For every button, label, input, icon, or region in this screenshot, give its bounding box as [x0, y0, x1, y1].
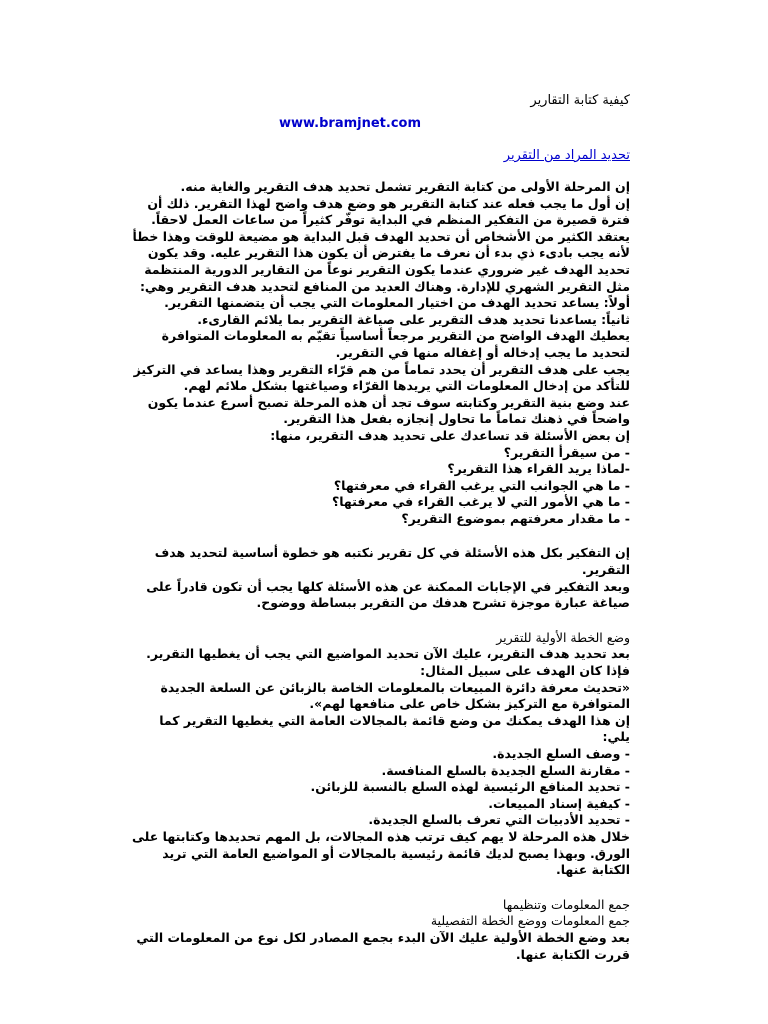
list-item: - من سيقرأ التقرير؟ — [503, 444, 630, 460]
paragraph: إن المرحلة الأولى من كتابة التقرير تشمل تحديد هدف التقرير والغاية منه. — [180, 179, 630, 194]
list-item: - مقارنة السلع الجديدة بالسلع المنافسة. — [381, 762, 630, 778]
paragraph: خلال هذه المرحلة لا يهم كيف ترتب هذه المجالات، بل المهم تحديدها وكتابتها على الورق. وبهذا يصبح لديك قائمة رئيسية بالمجالات أو المواضيع العامة التي تريد الكتابة عنها. — [132, 828, 630, 878]
spacer — [130, 527, 630, 545]
section-heading-gathering: جمع المعلومات وتنظيمها — [502, 896, 630, 912]
spacer — [130, 612, 630, 630]
list-item: -لماذا يريد القراء هذا التقرير؟ — [447, 461, 630, 477]
list-item: - تحديد الأدبيات التي تعرف بالسلع الجديدة. — [368, 812, 630, 828]
paragraph: إن بعض الأسئلة قد تساعدك على تحديد هدف التقرير، منها: — [270, 427, 630, 443]
paragraph: بعد وضع الخطة الأولية عليك الآن البدء بجمع المصادر لكل نوع من المعلومات التي قررت الكتابة عنها. — [136, 929, 630, 962]
section-subheading-detailed-plan: جمع المعلومات ووضع الخطة التفصيلية — [430, 913, 630, 929]
paragraph: يعطيك الهدف الواضح من التقرير مرجعاً أساسياً تقيّم به المعلومات المتوافرة لتحديد ما يجب إدخاله أو إغفاله منها في التقرير. — [161, 328, 630, 360]
document-page — [130, 92, 630, 963]
paragraph: إن هذا الهدف يمكنك من وضع قائمة بالمجالات العامة التي يغطيها التقرير كما يلي: — [159, 712, 630, 745]
paragraph: «تحديث معرفة دائرة المبيعات بالمعلومات الخاصة بالزبائن عن السلعة الجديدة المتوافرة مع التركيز بشكل خاص على منافعها لهم». — [160, 679, 630, 712]
paragraph: بعد تحديد هدف التقرير، عليك الآن تحديد المواضيع التي يجب أن يغطيها التقرير. — [146, 646, 630, 662]
spacer — [130, 879, 630, 897]
paragraph: عند وضع بنية التقرير وكتابته سوف تجد أن هذه المرحلة تصبح أسرع عندما يكون واضحاً في ذهنك تماماً ما تحاول إنجازه بفعل هذا التقرير. — [147, 394, 630, 427]
list-item: - ما هي الجوانب التي يرغب القراء في معرفتها؟ — [333, 477, 630, 493]
paragraph: فإذا كان الهدف على سبيل المثال: — [420, 663, 630, 679]
list-item: - وصف السلع الجديدة. — [492, 746, 630, 761]
paragraph: أولاً: يساعد تحديد الهدف من اختيار المعلومات التي يجب أن يتضمنها التقرير. — [164, 295, 630, 311]
paragraph: إن التفكير بكل هذه الأسئلة في كل تقرير نكتبه هو خطوة أساسية لتحديد هدف التقرير. — [154, 545, 630, 578]
site-link[interactable]: www.bramjnet.com — [278, 116, 422, 131]
paragraph: إن أول ما يجب فعله عند كتابة التقرير هو وضع هدف واضح لهذا التقرير. ذلك أن فترة قصيرة من التفكير المنظم في البداية توفّر كثيراً من ساعات العمل لاحقاً. — [147, 195, 630, 228]
list-item: - ما مقدار معرفتهم بموضوع التقرير؟ — [401, 510, 630, 526]
paragraph: يعتقد الكثير من الأشخاص أن تحديد الهدف قبل البداية هو مضيعة للوقت وهذا خطأ لأنه يجب بادىء ذي بدء أن نعرف ما يفترض أن يكون هذا التقرير عليه. وقد يكون تحديد الهدف غير ضروري عندما يكون التقرير نوعاً من التقارير الدورية المنتظمة مثل التقرير الشهري للإدارة. وهناك العديد من المنافع لتحديد هدف التقرير وهي: — [132, 228, 630, 294]
paragraph: يجب على هدف التقرير أن يحدد تماماً من هم قرّاء التقرير وهذا يساعد في التركيز للتأكد من إدخال المعلومات التي يريدها القرّاء وصياغتها بشكل ملائم لهم. — [133, 361, 630, 394]
list-item: - تحديد المنافع الرئيسية لهذه السلع بالنسبة للزبائن. — [310, 779, 630, 795]
section-heading-plan: وضع الخطة الأولية للتقرير — [496, 629, 630, 645]
paragraph: وبعد التفكير في الإجابات الممكنة عن هذه الأسئلة كلها يجب أن تكون قادراً على صياغة عبارة موجزة تشرح هدفك من التقرير ببساطة ووضوح. — [146, 578, 630, 611]
list-item: - كيفية إسناد المبيعات. — [488, 795, 630, 811]
paragraph: ثانياً: يساعدنا تحديد هدف التقرير على صياغة التقرير بما يلائم القارىء. — [197, 311, 630, 327]
section-heading-purpose[interactable]: تحديد المراد من التقرير — [503, 148, 630, 163]
document-title: كيفية كتابة التقارير — [530, 93, 630, 108]
list-item: - ما هي الأمور التي لا يرغب القراء في معرفتها؟ — [331, 494, 630, 510]
